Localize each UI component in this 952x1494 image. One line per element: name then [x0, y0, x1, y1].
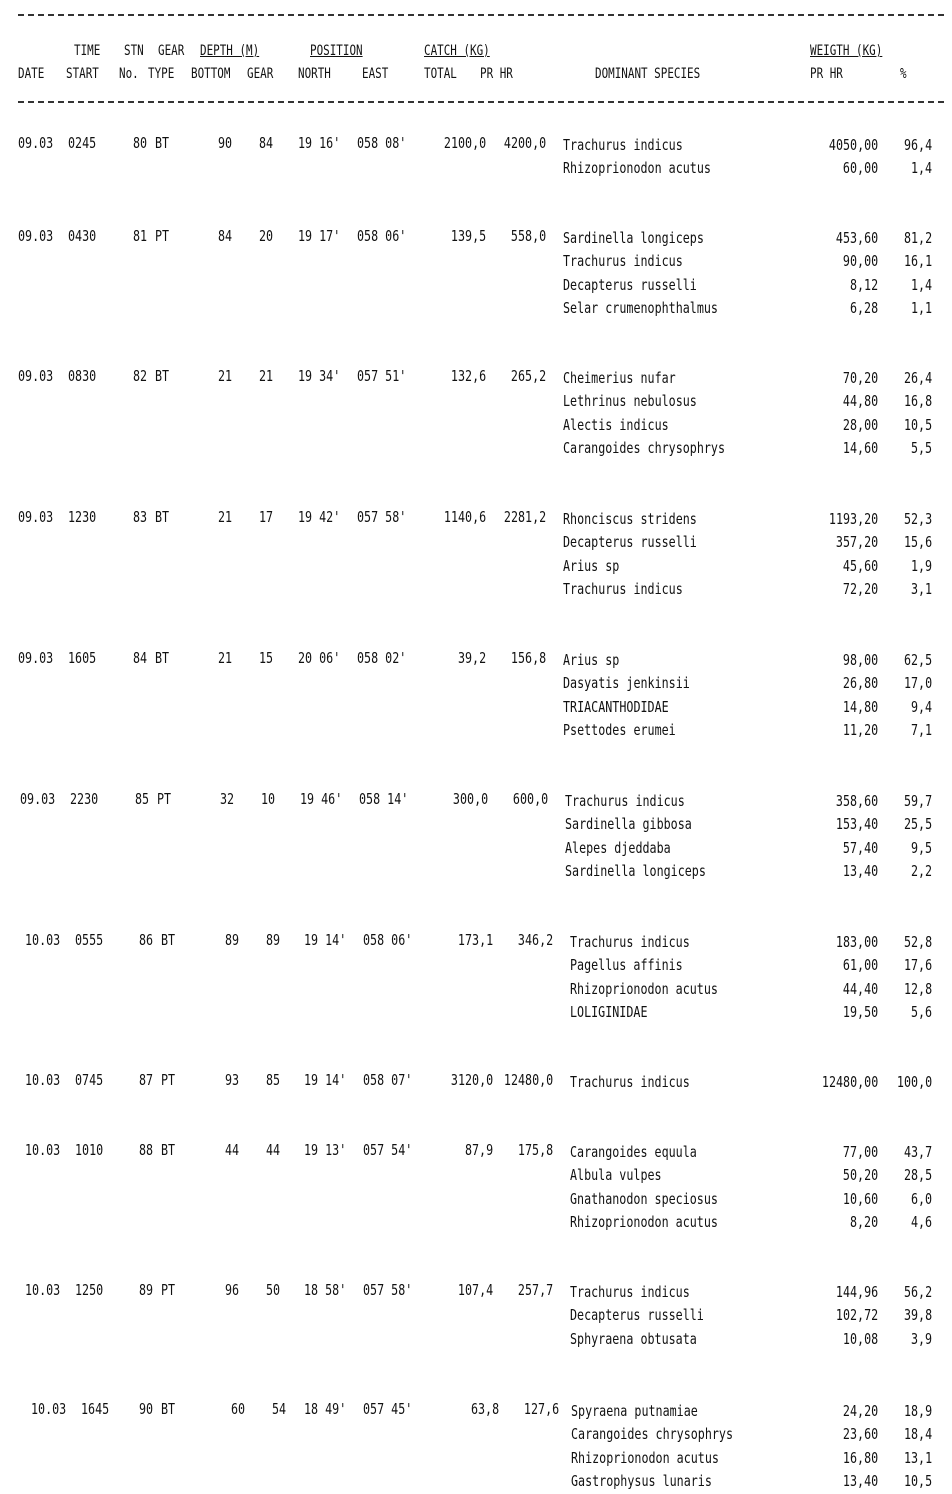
species-weight-per-hour: 90,00 — [842, 252, 878, 271]
gear-type: PT — [161, 1071, 176, 1089]
gear-type: PT — [155, 227, 170, 245]
species-percent: 43,7 — [903, 1143, 932, 1161]
species-percent: 1,4 — [910, 159, 932, 178]
catch-per-hour: 2281,2 — [503, 508, 546, 526]
species-weight-per-hour: 4050,00 — [828, 136, 878, 154]
species-name: Carangoides chrysophrys — [563, 438, 726, 457]
species-name: Selar crumenophthalmus — [563, 298, 718, 317]
header-weigth-title: WEIGTH (KG) — [810, 43, 883, 59]
station-number: 80 — [133, 134, 148, 152]
species-weight-per-hour: 13,40 — [842, 1471, 878, 1490]
position-east: 058 06' — [363, 931, 413, 949]
station-date: 10.03 — [25, 1281, 61, 1299]
catch-per-hour: 4200,0 — [503, 134, 546, 152]
position-east: 057 54' — [363, 1141, 413, 1159]
header-gear-depth: GEAR — [247, 66, 274, 82]
station-number: 88 — [139, 1141, 154, 1159]
species-percent: 39,8 — [903, 1306, 932, 1325]
species-name: LOLIGINIDAE — [570, 1002, 648, 1021]
station-date: 10.03 — [25, 1141, 61, 1159]
species-weight-per-hour: 12480,00 — [821, 1073, 878, 1091]
catch-total: 173,1 — [457, 931, 493, 949]
species-weight-per-hour: 50,20 — [842, 1166, 878, 1185]
catch-total: 107,4 — [457, 1281, 493, 1299]
species-name: Arius sp — [563, 651, 620, 669]
catch-per-hour: 265,2 — [510, 367, 546, 385]
header-start: START — [66, 66, 99, 82]
header-weight-prhr: PR HR — [810, 66, 843, 82]
species-name: Trachurus indicus — [570, 1283, 690, 1301]
species-percent: 9,4 — [910, 697, 932, 716]
species-weight-per-hour: 72,20 — [842, 579, 878, 598]
gear-depth: 85 — [265, 1071, 280, 1089]
catch-per-hour: 558,0 — [510, 227, 546, 245]
species-percent: 18,9 — [903, 1402, 932, 1420]
station-start-time: 0830 — [68, 367, 97, 385]
header-north: NORTH — [298, 66, 331, 82]
bottom-depth: 21 — [217, 649, 232, 667]
gear-type: PT — [157, 790, 172, 808]
species-weight-per-hour: 153,40 — [835, 815, 878, 834]
position-east: 058 07' — [363, 1071, 413, 1089]
bottom-depth: 44 — [224, 1141, 239, 1159]
station-number: 87 — [139, 1071, 154, 1089]
gear-depth: 84 — [258, 134, 273, 152]
species-weight-per-hour: 6,28 — [849, 298, 878, 317]
header-percent: % — [900, 66, 907, 82]
station-start-time: 0745 — [75, 1071, 104, 1089]
catch-total: 300,0 — [452, 790, 488, 808]
position-east: 057 51' — [357, 367, 407, 385]
gear-depth: 20 — [258, 227, 273, 245]
species-percent: 5,5 — [910, 438, 932, 457]
header-type: TYPE — [148, 66, 175, 82]
catch-per-hour: 156,8 — [510, 649, 546, 667]
species-name: Rhizoprionodon acutus — [571, 1448, 719, 1467]
bottom-depth: 96 — [224, 1281, 239, 1299]
header-no: No. — [119, 66, 139, 82]
species-weight-per-hour: 14,80 — [842, 697, 878, 716]
top-dashed-rule — [18, 14, 944, 16]
species-weight-per-hour: 8,12 — [849, 275, 878, 294]
gear-depth: 50 — [265, 1281, 280, 1299]
position-north: 19 13' — [304, 1141, 347, 1159]
species-percent: 52,3 — [903, 510, 932, 528]
catch-per-hour: 600,0 — [512, 790, 548, 808]
species-percent: 25,5 — [903, 815, 932, 834]
species-weight-per-hour: 45,60 — [842, 556, 878, 575]
species-weight-per-hour: 358,60 — [835, 792, 878, 810]
species-weight-per-hour: 14,60 — [842, 438, 878, 457]
catch-total: 39,2 — [457, 649, 486, 667]
station-number: 85 — [135, 790, 150, 808]
species-percent: 18,4 — [903, 1425, 932, 1444]
bottom-depth: 90 — [217, 134, 232, 152]
gear-depth: 89 — [265, 931, 280, 949]
species-weight-per-hour: 61,00 — [842, 956, 878, 975]
bottom-depth: 89 — [224, 931, 239, 949]
bottom-depth: 60 — [230, 1400, 245, 1418]
header-catch-title: CATCH (KG) — [424, 43, 490, 59]
station-start-time: 0555 — [75, 931, 104, 949]
species-weight-per-hour: 44,40 — [842, 979, 878, 998]
header-east: EAST — [362, 66, 389, 82]
species-percent: 26,4 — [903, 369, 932, 387]
species-percent: 62,5 — [903, 651, 932, 669]
species-weight-per-hour: 102,72 — [835, 1306, 878, 1325]
species-weight-per-hour: 13,40 — [842, 861, 878, 880]
species-percent: 6,0 — [910, 1189, 932, 1208]
header-catch-prhr: PR HR — [480, 66, 513, 82]
station-number: 81 — [133, 227, 148, 245]
species-weight-per-hour: 11,20 — [842, 720, 878, 739]
species-name: Rhizoprionodon acutus — [570, 1212, 718, 1231]
header-dashed-rule — [18, 101, 944, 103]
species-name: Arius sp — [563, 556, 620, 575]
species-weight-per-hour: 44,80 — [842, 392, 878, 411]
header-bottom: BOTTOM — [191, 66, 231, 82]
species-name: Rhizoprionodon acutus — [570, 979, 718, 998]
station-date: 10.03 — [25, 1071, 61, 1089]
species-name: Spyraena putnamiae — [571, 1402, 698, 1420]
species-percent: 1,4 — [910, 275, 932, 294]
gear-depth: 21 — [258, 367, 273, 385]
species-percent: 4,6 — [910, 1212, 932, 1231]
species-percent: 5,6 — [910, 1002, 932, 1021]
species-name: Trachurus indicus — [570, 933, 690, 951]
species-percent: 13,1 — [903, 1448, 932, 1467]
species-name: Albula vulpes — [570, 1166, 662, 1185]
species-percent: 96,4 — [903, 136, 932, 154]
species-name: Cheimerius nufar — [563, 369, 676, 387]
species-weight-per-hour: 57,40 — [842, 838, 878, 857]
species-name: TRIACANTHODIDAE — [563, 697, 669, 716]
species-name: Trachurus indicus — [563, 579, 683, 598]
gear-depth: 44 — [265, 1141, 280, 1159]
species-weight-per-hour: 8,20 — [849, 1212, 878, 1231]
species-weight-per-hour: 16,80 — [842, 1448, 878, 1467]
station-start-time: 1010 — [75, 1141, 104, 1159]
species-percent: 3,1 — [910, 579, 932, 598]
gear-type: PT — [161, 1281, 176, 1299]
species-name: Gastrophysus lunaris — [571, 1471, 712, 1490]
header-total: TOTAL — [424, 66, 457, 82]
catch-per-hour: 127,6 — [523, 1400, 559, 1418]
gear-type: BT — [161, 1400, 176, 1418]
bottom-depth: 21 — [217, 367, 232, 385]
species-name: Rhonciscus stridens — [563, 510, 697, 528]
station-start-time: 1250 — [75, 1281, 104, 1299]
position-east: 058 08' — [357, 134, 407, 152]
station-start-time: 1230 — [68, 508, 97, 526]
header-gear: GEAR — [158, 43, 185, 59]
species-percent: 10,5 — [903, 415, 932, 434]
species-name: Alepes djeddaba — [565, 838, 671, 857]
species-weight-per-hour: 144,96 — [835, 1283, 878, 1301]
species-name: Pagellus affinis — [570, 956, 683, 975]
catch-total: 132,6 — [450, 367, 486, 385]
station-start-time: 0430 — [68, 227, 97, 245]
gear-depth: 10 — [260, 790, 275, 808]
position-east: 058 14' — [359, 790, 409, 808]
position-north: 19 46' — [300, 790, 343, 808]
species-weight-per-hour: 60,00 — [842, 159, 878, 178]
station-start-time: 2230 — [70, 790, 99, 808]
position-east: 057 58' — [363, 1281, 413, 1299]
station-number: 84 — [133, 649, 148, 667]
header-stn: STN — [124, 43, 144, 59]
species-weight-per-hour: 24,20 — [842, 1402, 878, 1420]
gear-type: BT — [161, 1141, 176, 1159]
species-percent: 1,9 — [910, 556, 932, 575]
species-percent: 56,2 — [903, 1283, 932, 1301]
species-weight-per-hour: 10,60 — [842, 1189, 878, 1208]
species-name: Carangoides equula — [570, 1143, 697, 1161]
species-weight-per-hour: 23,60 — [842, 1425, 878, 1444]
species-name: Dasyatis jenkinsii — [563, 674, 690, 693]
station-start-time: 1645 — [81, 1400, 110, 1418]
station-number: 86 — [139, 931, 154, 949]
species-percent: 100,0 — [896, 1073, 932, 1091]
species-percent: 28,5 — [903, 1166, 932, 1185]
station-start-time: 1605 — [68, 649, 97, 667]
header-dominant-species: DOMINANT SPECIES — [595, 66, 701, 82]
station-date: 09.03 — [20, 790, 56, 808]
species-percent: 12,8 — [903, 979, 932, 998]
station-date: 10.03 — [31, 1400, 67, 1418]
station-date: 09.03 — [18, 227, 54, 245]
station-number: 89 — [139, 1281, 154, 1299]
species-weight-per-hour: 98,00 — [842, 651, 878, 669]
species-weight-per-hour: 70,20 — [842, 369, 878, 387]
header-date: DATE — [18, 66, 45, 82]
catch-total: 139,5 — [450, 227, 486, 245]
species-percent: 1,1 — [910, 298, 932, 317]
species-percent: 81,2 — [903, 229, 932, 247]
station-date: 09.03 — [18, 367, 54, 385]
species-name: Trachurus indicus — [563, 136, 683, 154]
catch-total: 3120,0 — [450, 1071, 493, 1089]
species-name: Gnathanodon speciosus — [570, 1189, 718, 1208]
species-weight-per-hour: 26,80 — [842, 674, 878, 693]
catch-per-hour: 12480,0 — [503, 1071, 553, 1089]
gear-type: BT — [155, 367, 170, 385]
station-date: 09.03 — [18, 508, 54, 526]
species-name: Alectis indicus — [563, 415, 669, 434]
species-percent: 16,8 — [903, 392, 932, 411]
catch-total: 87,9 — [464, 1141, 493, 1159]
station-number: 90 — [139, 1400, 154, 1418]
gear-depth: 15 — [258, 649, 273, 667]
species-percent: 7,1 — [910, 720, 932, 739]
species-name: Sardinella longiceps — [563, 229, 704, 247]
gear-type: BT — [155, 649, 170, 667]
position-east: 058 02' — [357, 649, 407, 667]
species-percent: 17,0 — [903, 674, 932, 693]
species-name: Lethrinus nebulosus — [563, 392, 697, 411]
station-date: 09.03 — [18, 649, 54, 667]
species-weight-per-hour: 357,20 — [835, 533, 878, 552]
position-north: 19 34' — [298, 367, 341, 385]
station-number: 82 — [133, 367, 148, 385]
catch-total: 1140,6 — [443, 508, 486, 526]
bottom-depth: 93 — [224, 1071, 239, 1089]
species-name: Trachurus indicus — [563, 252, 683, 271]
bottom-depth: 32 — [219, 790, 234, 808]
position-north: 18 49' — [304, 1400, 347, 1418]
species-name: Sardinella gibbosa — [565, 815, 692, 834]
gear-type: BT — [161, 931, 176, 949]
position-north: 19 42' — [298, 508, 341, 526]
header-position-title: POSITION — [310, 43, 363, 59]
position-north: 19 14' — [304, 1071, 347, 1089]
position-north: 19 14' — [304, 931, 347, 949]
gear-depth: 17 — [258, 508, 273, 526]
species-name: Decapterus russelli — [563, 533, 697, 552]
bottom-depth: 84 — [217, 227, 232, 245]
species-percent: 59,7 — [903, 792, 932, 810]
species-name: Sardinella longiceps — [565, 861, 706, 880]
species-name: Decapterus russelli — [563, 275, 697, 294]
catch-per-hour: 175,8 — [517, 1141, 553, 1159]
bottom-depth: 21 — [217, 508, 232, 526]
species-name: Carangoides chrysophrys — [571, 1425, 734, 1444]
header-time: TIME — [74, 43, 101, 59]
species-percent: 10,5 — [903, 1471, 932, 1490]
position-north: 20 06' — [298, 649, 341, 667]
gear-depth: 54 — [271, 1400, 286, 1418]
species-percent: 2,2 — [910, 861, 932, 880]
species-name: Psettodes erumei — [563, 720, 676, 739]
header-depth-title: DEPTH (M) — [200, 43, 260, 59]
species-weight-per-hour: 77,00 — [842, 1143, 878, 1161]
catch-total: 2100,0 — [443, 134, 486, 152]
species-percent: 3,9 — [910, 1329, 932, 1348]
species-name: Rhizoprionodon acutus — [563, 159, 711, 178]
species-percent: 15,6 — [903, 533, 932, 552]
gear-type: BT — [155, 508, 170, 526]
species-weight-per-hour: 183,00 — [835, 933, 878, 951]
station-number: 83 — [133, 508, 148, 526]
species-name: Trachurus indicus — [570, 1073, 690, 1091]
species-weight-per-hour: 19,50 — [842, 1002, 878, 1021]
gear-type: BT — [155, 134, 170, 152]
catch-total: 63,8 — [470, 1400, 499, 1418]
species-weight-per-hour: 10,08 — [842, 1329, 878, 1348]
station-start-time: 0245 — [68, 134, 97, 152]
station-date: 10.03 — [25, 931, 61, 949]
position-east: 057 58' — [357, 508, 407, 526]
position-north: 19 16' — [298, 134, 341, 152]
position-east: 057 45' — [363, 1400, 413, 1418]
species-weight-per-hour: 453,60 — [835, 229, 878, 247]
position-east: 058 06' — [357, 227, 407, 245]
position-north: 18 58' — [304, 1281, 347, 1299]
species-percent: 52,8 — [903, 933, 932, 951]
species-weight-per-hour: 1193,20 — [828, 510, 878, 528]
catch-per-hour: 257,7 — [517, 1281, 553, 1299]
species-percent: 16,1 — [903, 252, 932, 271]
catch-per-hour: 346,2 — [517, 931, 553, 949]
station-date: 09.03 — [18, 134, 54, 152]
species-name: Trachurus indicus — [565, 792, 685, 810]
position-north: 19 17' — [298, 227, 341, 245]
species-name: Decapterus russelli — [570, 1306, 704, 1325]
species-name: Sphyraena obtusata — [570, 1329, 697, 1348]
species-percent: 17,6 — [903, 956, 932, 975]
species-weight-per-hour: 28,00 — [842, 415, 878, 434]
species-percent: 9,5 — [910, 838, 932, 857]
